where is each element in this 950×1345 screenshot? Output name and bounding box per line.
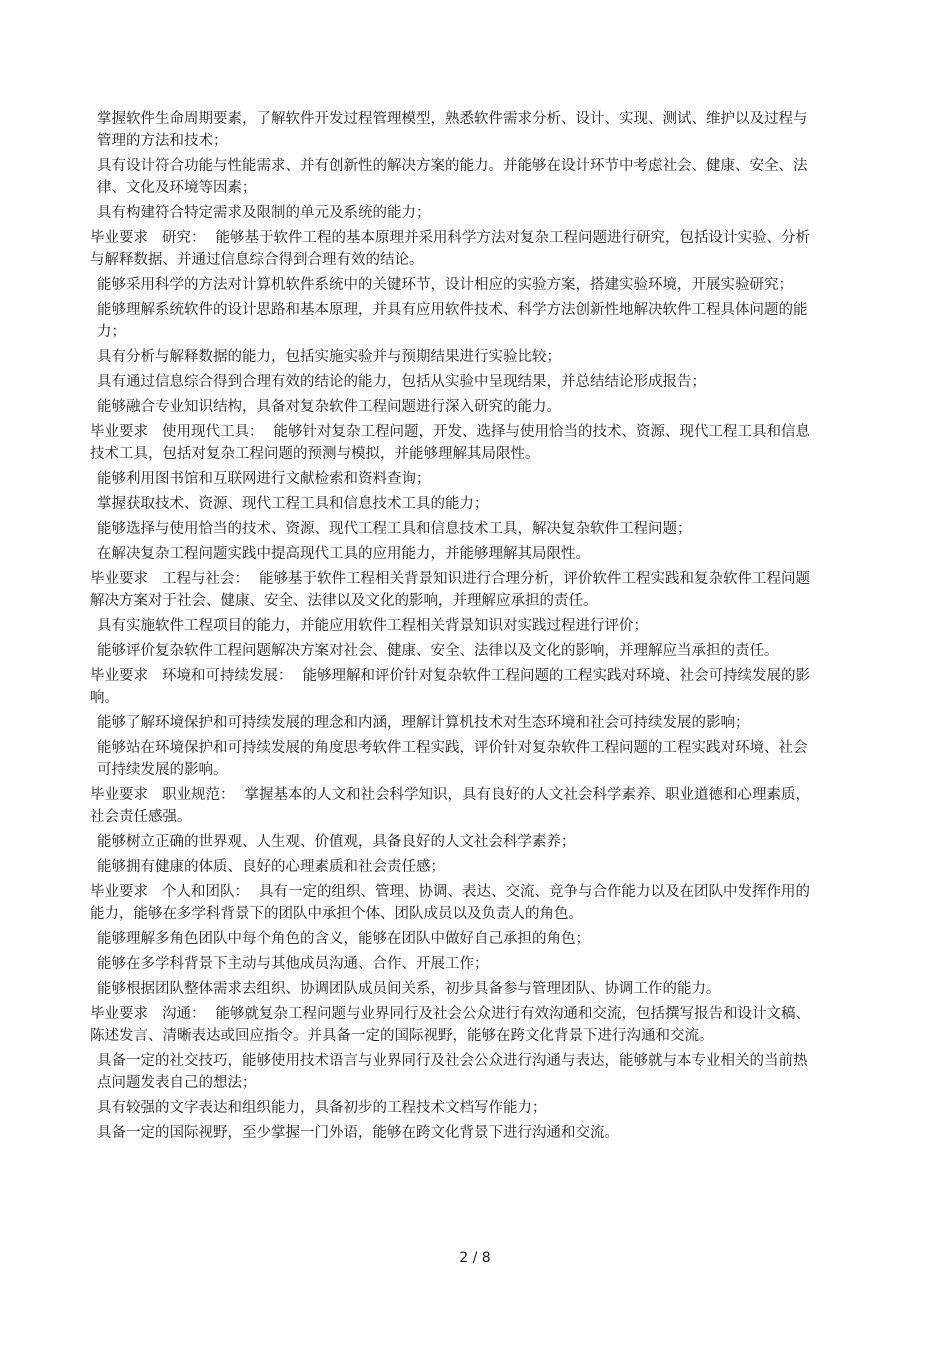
requirement-prefix: 毕业要求: [90, 424, 148, 440]
requirement-text: 能够针对复杂工程问题，开发、选择与使用恰当的技术、资源、现代工程工具和信息技术工具，包括对复杂工程问题的预测与模拟，并能够理解其局限性。: [90, 424, 810, 462]
indicator-paragraph: 掌握获取技术、资源、现代工程工具和信息技术工具的能力；: [97, 496, 489, 512]
indicator-paragraph: 能够根据团队整体需求去组织、协调团队成员间关系，初步具备参与管理团队、协调工作的能力。: [97, 981, 721, 997]
requirement-title: 环境和可持续发展：: [162, 668, 293, 684]
requirement-prefix: 毕业要求: [90, 571, 148, 587]
requirement-paragraph: [90, 665, 810, 709]
indicator-paragraph: 具有分析与解释数据的能力，包括实施实验并与预期结果进行实验比较；: [97, 349, 561, 365]
requirement-prefix: 毕业要求: [90, 787, 148, 803]
requirement-text: 具有一定的组织、管理、协调、表达、交流、竞争与合作能力以及在团队中发挥作用的能力，能够在多学科背景下的团队中承担个体、团队成员以及负责人的角色。: [90, 884, 810, 922]
requirement-prefix: 毕业要求: [90, 884, 148, 900]
requirement-text: 能够理解和评价针对复杂软件工程问题的工程实践对环境、社会可持续发展的影响。: [90, 668, 810, 706]
indicator-paragraph: 具有构建符合特定需求及限制的单元及系统的能力；: [97, 205, 431, 221]
indicator-paragraph: 能够在多学科背景下主动与其他成员沟通、合作、开展工作；: [97, 956, 489, 972]
requirement-text: 掌握基本的人文和社会科学知识，具有良好的人文社会科学素养、职业道德和心理素质，社会责任感强。: [90, 787, 810, 825]
indicator-paragraph: 能够利用图书馆和互联网进行文献检索和资料查询；: [97, 471, 431, 487]
requirement-text: 能够就复杂工程问题与业界同行及社会公众进行有效沟通和交流，包括撰写报告和设计文稿、陈述发言、清晰表达或回应指令。并具备一定的国际视野，能够在跨文化背景下进行沟通和交流。: [90, 1006, 810, 1044]
requirement-paragraph: [90, 881, 810, 925]
indicator-paragraph: 具备一定的社交技巧，能够使用技术语言与业界同行及社会公众进行沟通与表达，能够就与本专业相关的当前热点问题发表自己的想法；: [97, 1053, 808, 1091]
indicator-paragraph: 能够评价复杂软件工程问题解决方案对社会、健康、安全、法律以及文化的影响，并理解应当承担的责任。: [97, 643, 779, 659]
requirement-prefix: 毕业要求: [90, 668, 148, 684]
requirement-prefix: 毕业要求: [90, 1006, 148, 1022]
requirement-title: 研究：: [162, 230, 206, 246]
indicator-paragraph: 具有设计符合功能与性能需求、并有创新性的解决方案的能力。并能够在设计环节中考虑社会、健康、安全、法律、文化及环境等因素；: [97, 158, 808, 196]
indicator-paragraph: 能够站在环境保护和可持续发展的角度思考软件工程实践，评价针对复杂软件工程问题的工程实践对环境、社会可持续发展的影响。: [97, 740, 808, 778]
indicator-paragraph: 能够理解多角色团队中每个角色的含义，能够在团队中做好自己承担的角色；: [97, 931, 590, 947]
requirement-text: 能够基于软件工程的基本原理并采用科学方法对复杂工程问题进行研究，包括设计实验、分析与解释数据、并通过信息综合得到合理有效的结论。: [90, 230, 810, 268]
document-body: [90, 108, 810, 1147]
requirement-paragraph: [90, 568, 810, 612]
requirement-paragraph: [90, 227, 810, 271]
indicator-paragraph: 具有通过信息综合得到合理有效的结论的能力，包括从实验中呈现结果，并总结结论形成报告；: [97, 374, 706, 390]
requirement-text: 能够基于软件工程相关背景知识进行合理分析，评价软件工程实践和复杂软件工程问题解决方案对于社会、健康、安全、法律以及文化的影响，并理解应承担的责任。: [90, 571, 810, 609]
indicator-paragraph: 能够选择与使用恰当的技术、资源、现代工程工具和信息技术工具，解决复杂软件工程问题；: [97, 521, 692, 537]
indicator-paragraph: 能够了解环境保护和可持续发展的理念和内涵，理解计算机技术对生态环境和社会可持续发展的影响；: [97, 715, 750, 731]
requirement-prefix: 毕业要求: [90, 230, 148, 246]
indicator-paragraph: 能够采用科学的方法对计算机软件系统中的关键环节，设计相应的实验方案，搭建实验环境，开展实验研究；: [97, 277, 793, 293]
requirement-title: 沟通：: [162, 1006, 206, 1022]
requirement-title: 工程与社会：: [162, 571, 249, 587]
indicator-paragraph: 能够树立正确的世界观、人生观、价值观，具备良好的人文社会科学素养；: [97, 834, 576, 850]
requirement-paragraph: [90, 1003, 810, 1047]
page-number: 2 / 8: [459, 1250, 491, 1266]
indicator-paragraph: 能够理解系统软件的设计思路和基本原理，并具有应用软件技术、科学方法创新性地解决软件工程具体问题的能力；: [97, 302, 808, 340]
indicator-paragraph: 在解决复杂工程问题实践中提高现代工具的应用能力，并能够理解其局限性。: [97, 546, 590, 562]
indicator-paragraph: 具备一定的国际视野，至少掌握一门外语，能够在跨文化背景下进行沟通和交流。: [97, 1125, 619, 1141]
indicator-paragraph: 具有实施软件工程项目的能力，并能应用软件工程相关背景知识对实践过程进行评价；: [97, 618, 648, 634]
requirement-title: 使用现代工具：: [162, 424, 264, 440]
indicator-paragraph: 具有较强的文字表达和组织能力，具备初步的工程技术文档写作能力；: [97, 1100, 547, 1116]
indicator-paragraph: 掌握软件生命周期要素，了解软件开发过程管理模型，熟悉软件需求分析、设计、实现、测试、维护以及过程与管理的方法和技术；: [97, 111, 808, 149]
indicator-paragraph: 能够拥有健康的体质、良好的心理素质和社会责任感；: [97, 859, 445, 875]
requirement-paragraph: [90, 421, 810, 465]
requirement-title: 职业规范：: [162, 787, 235, 803]
requirement-paragraph: [90, 784, 810, 828]
indicator-paragraph: 能够融合专业知识结构，具备对复杂软件工程问题进行深入研究的能力。: [97, 399, 561, 415]
requirement-title: 个人和团队：: [162, 884, 249, 900]
